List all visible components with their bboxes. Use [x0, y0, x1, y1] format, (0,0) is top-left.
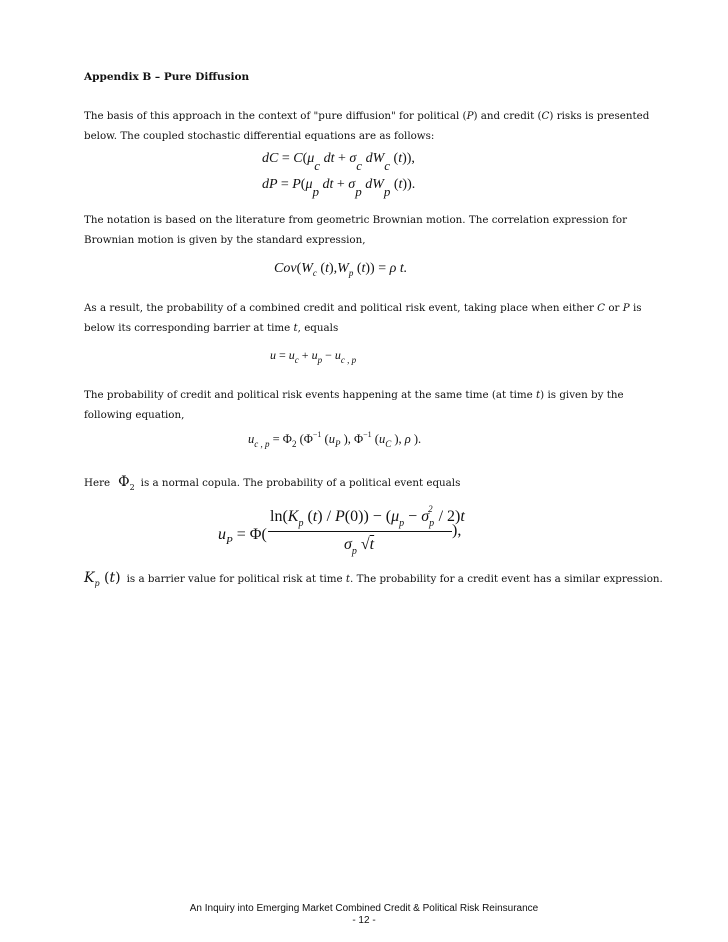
fraction-numerator: $\ln(K_p$ $(t) / P(0)) - (\mu_p - \sigma_p^2 / 2)t$ — [270, 504, 465, 529]
paragraph-intro: The basis of this approach in the context of "pure diffusion" for political (P) and credit (C) risks is presented below. The coupled stochastic differential equations are as follows: — [84, 110, 650, 142]
footer-title: An Inquiry into Emerging Market Combined Credit & Political Risk Reinsurance — [189, 903, 539, 914]
equation-covariance: $Cov(W_c$ $(t),W_p$ (t)) = ρ t. — [274, 261, 408, 278]
paragraph-barrier: $K_p$ (t) is a barrier value for political risk at time t. The probability for a credit event has a similar expression. — [84, 570, 663, 588]
kp-symbol: $K_p$ (t) — [84, 570, 121, 588]
equation-copula: $u_{c , p} = \Phi_2$ ($\Phi^{-1}$ ($u_P$ ), $\Phi^{-1}$ ($u_C$ ), ρ ). — [248, 430, 422, 449]
fraction-denominator: $\sigma_p$ √t — [344, 536, 375, 557]
equation-u: $u = u_c + u_p - u_{c , p}$ — [270, 348, 357, 365]
page-number: - 12 - — [352, 915, 376, 926]
document-page: Appendix B – Pure Diffusion The basis of this approach in the context of "pure diffusion" for political (P) and credit (C) risks is presented below. The coupled stochastic differential equations are as follows: dC = C(μc dt + σc dWc (t)), dP = P(μp dt + σp dWp (t)). The notation is based on the literature from geometric Brownian motion. The correlation expression for Brownian motion is given by the standard expression, $Cov(W_c$ $(t),W_p$ (t)) = ρ t. As a result, the probability of a combined credit and political risk event, taking place when either C or P is below its corresponding barrier at time t, equals $u = u_c + u_p - u_{c , p}$ The probability of credit and political risk events happening at the same time (at time t) is given by the following equation, $u_{c , p} = \Phi_2$ ($\Phi^{-1}$ ($u_P$ ), $\Phi^{-1}$ ($u_C$ ), ρ ). Here $\Phi_2$ is a normal copula. The probability of a political event equals $u_P = \Phi$( $\ln(K_p$ $(t) / P(0)) - (\mu_p - \sigma_p^2 / 2)t$ $\sigma_p$ √t ), $K_p$ (t) is a barrier value for political risk at time t. The probability for a credit event has a similar expression. An Inquiry into Emerging Market Combined Credit & Political Risk Reinsurance - 12 - — [0, 0, 728, 942]
paragraph-notation: The notation is based on the literature from geometric Brownian motion. The correlation expression for Brownian motion is given by the standard expression, — [84, 214, 627, 246]
paragraph-simultaneous: The probability of credit and political risk events happening at the same time (at time t) is given by the following equation, — [84, 389, 624, 421]
phi2-symbol: $\Phi_2$ — [118, 474, 135, 492]
section-heading: Appendix B – Pure Diffusion — [84, 71, 250, 83]
paragraph-copula-note: Here $\Phi_2$ is a normal copula. The probability of a political event equals — [84, 474, 461, 492]
fraction-bar — [268, 531, 452, 532]
equation-dC: dC = C(μc dt + σc dWc (t)), — [262, 151, 415, 173]
equation-dP: dP = P(μp dt + σp dWp (t)). — [262, 177, 416, 199]
paragraph-combined: As a result, the probability of a combined credit and political risk event, taking place when either C or P is below its corresponding barrier at time t, equals — [84, 302, 642, 334]
